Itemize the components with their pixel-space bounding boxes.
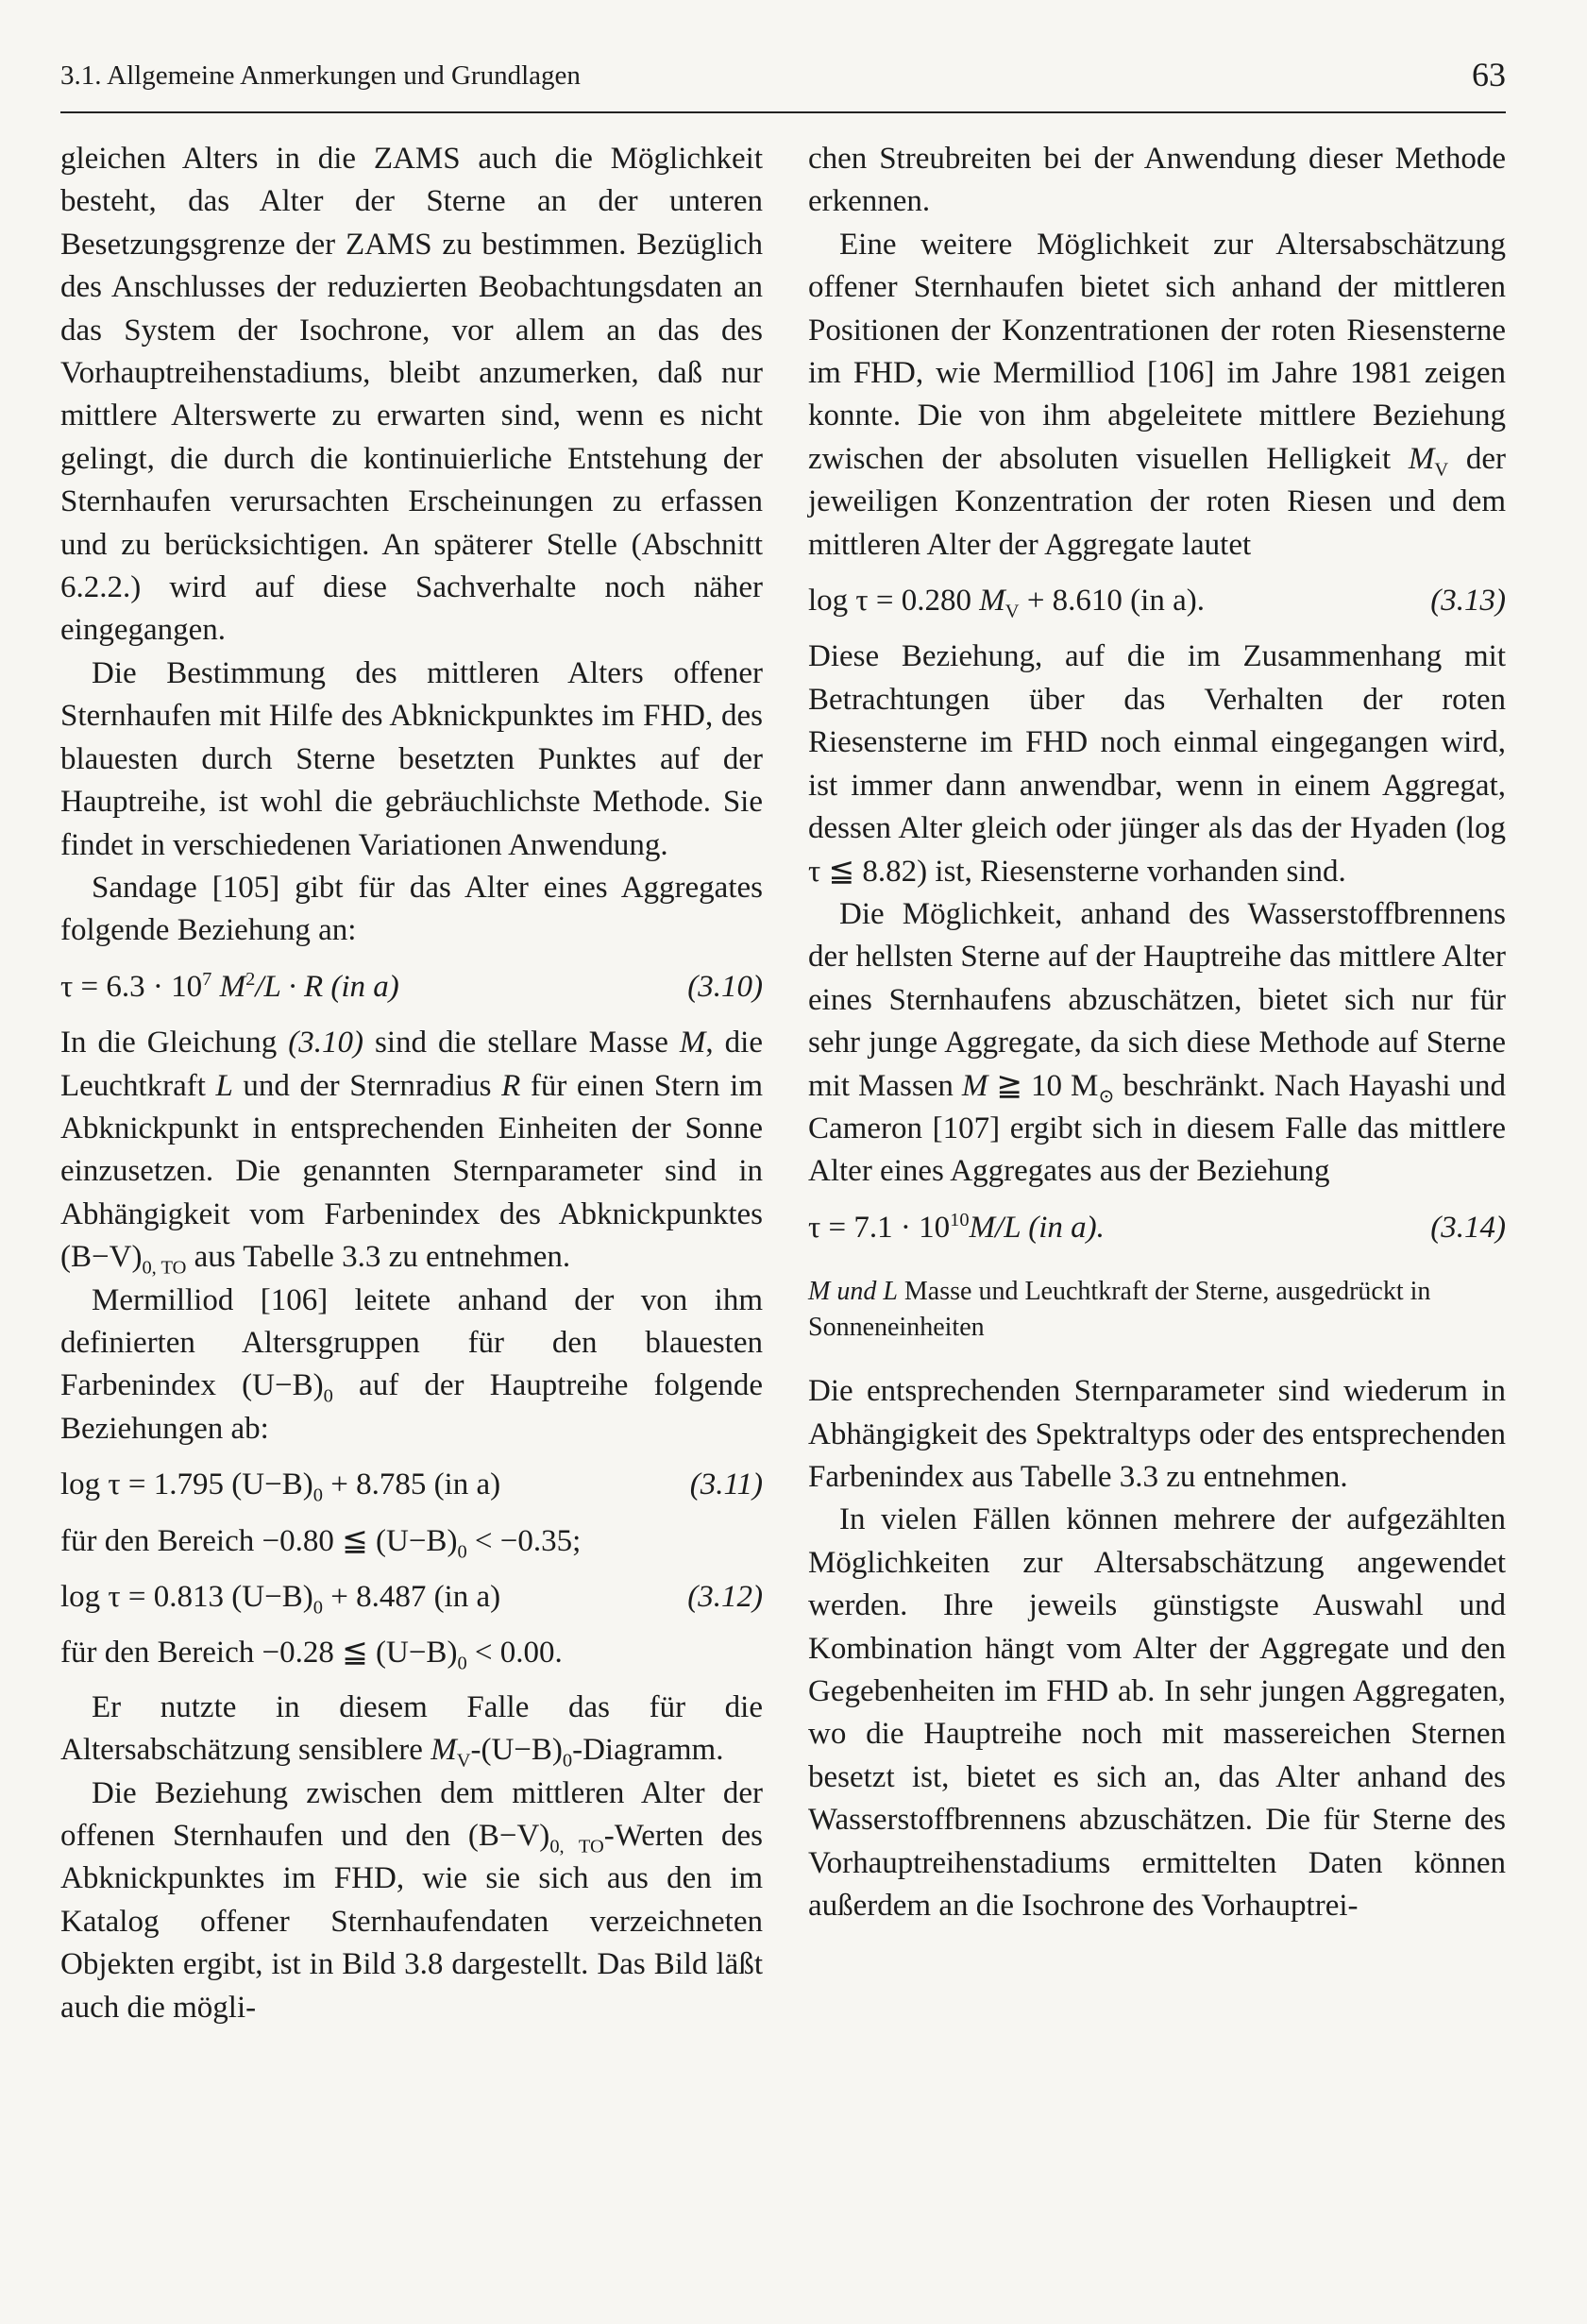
legend-term: M und L	[808, 1277, 898, 1307]
paragraph: gleichen Alters in die ZAMS auch die Möglichkeit besteht, das Alter der Sterne an der unteren Besetzungsgrenze der ZAMS zu bestimmen. Bezüglich des Anschlusses der reduzierten Beobachtungsdaten an das System der Isochrone, vor allem an das des Vorhauptreihenstadiums, bleibt anzumerken, daß nur mittlere Alterswerte zu erwarten sind, wenn es nicht gelingt, die durch die kontinuierliche Entstehung der Sternhaufen verursachten Erscheinungen zu erfassen und zu berücksichtigen. An späterer Stelle (Abschnitt 6.2.2.) wird auf diese Sachverhalte noch näher eingegangen.	[60, 142, 763, 648]
paragraph: In die Gleichung (3.10) sind die stellare Masse M, die Leuchtkraft L und der Sternradius R für einen Stern im Abknickpunkt in entsprechenden Einheiten der Sonne einzusetzen. Die genannten Sternparameter sind in Abhängigkeit vom Farbenindex des Abknickpunktes $(B-V)_{0, TO}$ aus Tabelle 3.3 zu entnehmen.	[60, 1026, 763, 1279]
symbol-legend	[808, 1274, 1506, 1346]
equation-3-13	[808, 580, 1506, 622]
equation-number: (3.12)	[687, 1580, 763, 1614]
paragraph: In vielen Fällen können mehrere der aufgezählten Möglichkeiten zur Altersabschätzung angewendet werden. Ihre jeweils günstigste Auswahl und Kombination hängt vom Alter der Aggregate und den Gegebenheiten im FHD ab. In sehr jungen Aggregaten, wo die Hauptreihe noch mit massereichen Sternen besetzt ist, bietet es sich an, das Alter anhand des Wasserstoffbrennens abzuschätzen. Die für Sterne des Vorhauptreihenstadiums ermittelten Daten können außerdem an die Isochrone des Vorhauptrei-	[808, 1502, 1506, 1924]
paragraph: Sandage [105] gibt für das Alter eines Aggregates folgende Beziehung an:	[60, 870, 763, 948]
paragraph: Mermilliod [106] leitete anhand der von ihm definierten Altersgruppen für den blauesten Farbenindex $(U-B)_0$ auf der Hauptreihe folgende Beziehungen ab:	[60, 1282, 764, 1446]
equation-body: log τ = 0.280 $M_V + 8.610$ (in a).	[808, 584, 1205, 622]
paragraph: Die Bestimmung des mittleren Alters offener Sternhaufen mit Hilfe des Abknickpunktes im FHD, des blauesten durch Sterne besetzten Punktes auf der Hauptreihe, ist wohl die gebräuchlichste Methode. Sie findet in verschiedenen Variationen Anwendung.	[60, 655, 763, 862]
range-condition: für den Bereich −0.80 ≦ $(U-B)_0 < -0.35$;	[60, 1523, 582, 1563]
equation-number: (3.11)	[689, 1467, 763, 1502]
running-header	[60, 55, 1506, 113]
paragraph: Diese Beziehung, auf die im Zusammenhang mit Betrachtungen über das Verhalten der roten Riesensterne im FHD noch einmal eingegangen wird, ist immer dann anwendbar, wenn in einem Aggregat, dessen Alter gleich oder jünger als das der Hyaden (log τ ≦ 8.82) ist, Riesensterne vorhanden sind.	[808, 639, 1506, 889]
paragraph: Die Möglichkeit, anhand des Wasserstoffbrennens der hellsten Sterne auf der Hauptreihe das mittlere Alter eines Sternhaufens abzuschätzen, bietet sich nur für sehr junge Aggregate, da sich diese Methode auf Sterne mit Massen M ≧ 10 $M_⊙$ beschränkt. Nach Hayashi und Cameron [107] ergibt sich in diesem Falle das mittlere Alter eines Aggregates aus der Beziehung	[808, 896, 1507, 1189]
equation-number: (3.13)	[1430, 584, 1506, 619]
equation-3-14	[808, 1207, 1506, 1249]
paragraph: Er nutzte in diesem Falle das für die Altersabschätzung sensiblere $M_V-(U-B)_0$-Diagramm.	[60, 1689, 763, 1772]
equation-3-12	[60, 1576, 763, 1619]
paragraph: Die entsprechenden Sternparameter sind wiederum in Abhängigkeit des Spektraltyps oder des entsprechenden Farbenindex aus Tabelle 3.3 zu entnehmen.	[808, 1374, 1506, 1494]
left-column	[60, 138, 763, 2029]
equation-number: (3.10)	[687, 969, 763, 1004]
range-condition: für den Bereich −0.28 ≦ $(U-B)_0 < 0.00$.	[60, 1636, 563, 1674]
equation-3-10	[60, 966, 763, 1009]
paragraph: Die Beziehung zwischen dem mittleren Alter der offenen Sternhaufen und den $(B-V)_{0, TO}$-Werten des Abknickpunktes im FHD, wie sie sich aus den im Katalog offener Sternhaufendaten verzeichneten Objekten ergibt, ist in Bild 3.8 dargestellt. Das Bild läßt auch die mögli-	[60, 1775, 763, 2025]
right-column	[808, 138, 1506, 1927]
paragraph: chen Streubreiten bei der Anwendung dieser Methode erkennen.	[808, 142, 1506, 219]
equation-body: $\tau = 7.1 \cdot 10^{10}M/L$ (in a).	[808, 1209, 1105, 1245]
equation-number: (3.14)	[1430, 1210, 1506, 1245]
section-title: 3.1. Allgemeine Anmerkungen und Grundlagen	[60, 60, 581, 91]
page-number: 63	[1472, 56, 1506, 93]
equation-body: log τ = 1.795 $(U-B)_0 + 8.785$ (in a)	[60, 1467, 501, 1506]
equation-3-11	[60, 1464, 763, 1506]
legend-text: Masse und Leuchtkraft der Sterne, ausgedrückt in Sonneneinheiten	[808, 1277, 1431, 1343]
paragraph: Eine weitere Möglichkeit zur Altersabschätzung offener Sternhaufen bietet sich anhand der mittleren Positionen der Konzentrationen der roten Riesensterne im FHD, wie Mermilliod [106] im Jahre 1981 zeigen konnte. Die von ihm abgeleitete mittlere Beziehung zwischen der absoluten visuellen Helligkeit $M_V$ der jeweiligen Konzentration der roten Riesen und dem mittleren Alter der Aggregate lautet	[808, 227, 1506, 562]
equation-body: log τ = 0.813 $(U-B)_0 + 8.487$ (in a)	[60, 1580, 501, 1619]
equation-body: $\tau = 6.3 \cdot 10^7$ $M^2/L \cdot R$ (in a)	[60, 968, 399, 1004]
